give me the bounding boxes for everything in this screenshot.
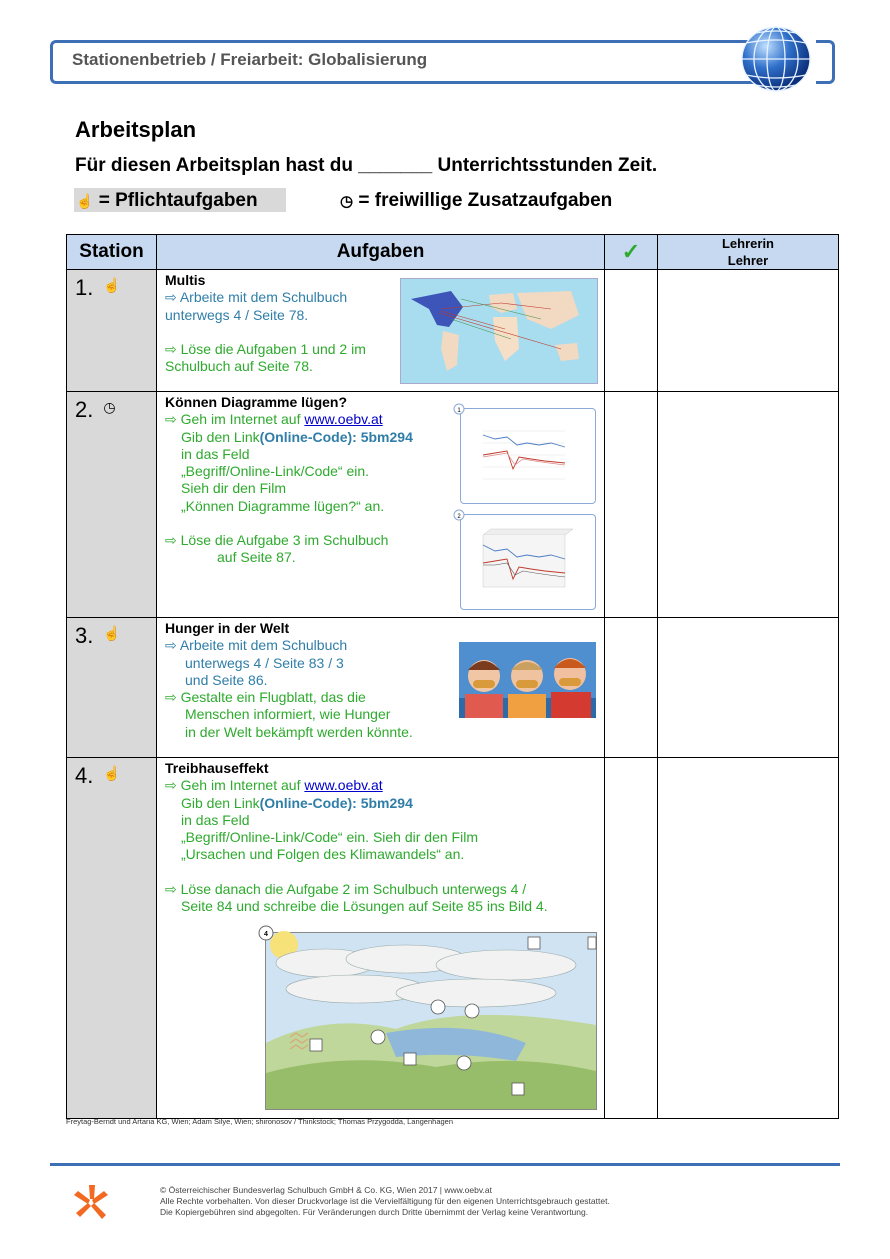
line-chart-image-2: [457, 514, 596, 610]
task-line: unterwegs 4 / Seite 78.: [165, 306, 309, 323]
work-plan-table: [66, 234, 839, 1119]
teacher-label-2: Lehrer: [727, 253, 769, 268]
legend-optional: [340, 188, 612, 215]
task-title: Können Diagramme lügen?: [165, 394, 348, 410]
task-cell: [157, 618, 605, 758]
task-line: Schulbuch auf Seite 78.: [165, 358, 313, 375]
footer-line: Die Kopiergebühren sind abgegolten. Für Veränderungen durch Dritte übernimmt der Verlag keine Verantwortung.: [160, 1207, 589, 1217]
task-line: unterwegs 4 / Seite 83 / 3: [185, 654, 344, 671]
task-line: „Können Diagramme lügen?“ an.: [181, 497, 385, 514]
station-cell: [67, 270, 157, 392]
teacher-cell[interactable]: [658, 618, 839, 758]
clock-icon: ◷: [103, 399, 116, 415]
task-title: Multis: [165, 272, 206, 288]
station-number: 1.: [75, 275, 94, 300]
task-title: Hunger in der Welt: [165, 620, 290, 636]
legend-optional-label: = freiwillige Zusatzaufgaben: [358, 190, 613, 211]
table-header-row: [67, 235, 839, 270]
task-line: ⇨ Geh im Internet auf: [165, 411, 301, 428]
publisher-logo-icon: [72, 1183, 110, 1221]
task-cell: [157, 270, 605, 392]
task-line: „Ursachen und Folgen des Klimawandels“ an.: [181, 846, 465, 863]
chart-label: 1: [457, 408, 461, 414]
task-line: ⇨ Löse die Aufgabe 3 im Schulbuch: [165, 532, 389, 549]
station-number: 2.: [75, 397, 94, 422]
teacher-label-1: Lehrerin: [721, 236, 774, 251]
station-number: 3.: [75, 623, 94, 648]
station-cell: [67, 392, 157, 618]
globe-icon: [740, 25, 812, 93]
children-photo: [459, 642, 596, 718]
image-credits: Freytag-Berndt und Artaria KG, Wien; Adam Silye, Wien; shironosov / Thinkstock; Thomas Przygodda, Langenhagen: [66, 1117, 454, 1126]
teacher-cell[interactable]: [658, 270, 839, 392]
col-teacher-header: [658, 235, 839, 270]
task-line: auf Seite 87.: [217, 549, 296, 566]
col-tasks-header: Aufgaben: [157, 235, 605, 270]
teacher-cell[interactable]: [658, 758, 839, 1119]
chart-label: 2: [457, 514, 461, 520]
task-line: in das Feld: [181, 445, 250, 462]
page-title: Arbeitsplan: [75, 117, 197, 142]
task-title: Treibhauseffekt: [165, 760, 269, 776]
page-header-title: Stationenbetrieb / Freiarbeit: Globalisierung: [72, 50, 428, 69]
station-number: 4.: [75, 763, 94, 788]
oebv-link[interactable]: www.oebv.at: [304, 411, 383, 428]
footer-line: Alle Rechte vorbehalten. Von dieser Druckvorlage ist die Vervielfältigung für den eigenen Unterrichtsgebrauch gestattet.: [160, 1196, 610, 1206]
task-line: in der Welt bekämpft werden könnte.: [185, 723, 413, 740]
clock-icon: ◷: [340, 193, 354, 210]
task-line: Gib den Link: [181, 794, 260, 811]
teacher-cell[interactable]: [658, 392, 839, 618]
task-cell: [157, 392, 605, 618]
task-line: ⇨ Geh im Internet auf: [165, 777, 301, 794]
task-line: ⇨ Löse danach die Aufgabe 2 im Schulbuch unterwegs 4 /: [165, 880, 527, 897]
task-line: Sieh dir den Film: [181, 480, 287, 497]
task-line: Menschen informiert, wie Hunger: [185, 706, 391, 723]
station-cell: [67, 618, 157, 758]
footer-legal: [160, 1185, 610, 1218]
online-code: (Online-Code): 5bm294: [259, 794, 413, 811]
world-map-image: [400, 278, 598, 384]
thumb-icon: ☝: [103, 765, 121, 781]
legend-mandatory-label: = Pflichtaufgaben: [98, 190, 258, 211]
check-cell[interactable]: [605, 758, 658, 1119]
footer-line: © Österreichischer Bundesverlag Schulbuch GmbH & Co. KG, Wien 2017 | www.oebv.at: [160, 1185, 492, 1195]
table-row: [67, 618, 839, 758]
check-cell[interactable]: [605, 392, 658, 618]
station-cell: [67, 758, 157, 1119]
task-line: ⇨ Löse die Aufgaben 1 und 2 im: [165, 340, 366, 357]
table-row: [67, 270, 839, 392]
greenhouse-effect-image: [265, 932, 597, 1110]
check-cell[interactable]: [605, 270, 658, 392]
header-bracket: [816, 40, 835, 84]
check-icon: ✓: [605, 235, 658, 270]
page-subtitle: Für diesen Arbeitsplan hast du _______ Unterrichtsstunden Zeit.: [75, 155, 658, 176]
footer-divider: [50, 1163, 840, 1166]
thumb-icon: ☝: [76, 193, 94, 209]
table-row: [67, 392, 839, 618]
online-code: (Online-Code): 5bm294: [259, 428, 413, 445]
col-station-header: Station: [67, 235, 157, 270]
task-line: ⇨ Arbeite mit dem Schulbuch: [165, 637, 348, 654]
image-label: 4: [264, 931, 268, 938]
check-cell[interactable]: [605, 618, 658, 758]
thumb-icon: ☝: [103, 277, 121, 293]
task-line: und Seite 86.: [185, 671, 268, 688]
task-line: Seite 84 und schreibe die Lösungen auf Seite 85 ins Bild 4.: [181, 898, 548, 915]
task-line: ⇨ Arbeite mit dem Schulbuch: [165, 289, 348, 306]
task-line: „Begriff/Online-Link/Code“ ein. Sieh dir den Film: [181, 829, 478, 846]
legend-mandatory: [74, 188, 286, 212]
task-line: ⇨ Gestalte ein Flugblatt, das die: [165, 689, 366, 706]
task-line: Gib den Link: [181, 428, 260, 445]
task-line: „Begriff/Online-Link/Code“ ein.: [181, 463, 370, 480]
task-line: in das Feld: [181, 811, 250, 828]
table-row: [67, 758, 839, 1119]
task-cell: [157, 758, 605, 1119]
oebv-link[interactable]: www.oebv.at: [304, 777, 383, 794]
thumb-icon: ☝: [103, 625, 121, 641]
line-chart-image-1: [457, 408, 596, 504]
